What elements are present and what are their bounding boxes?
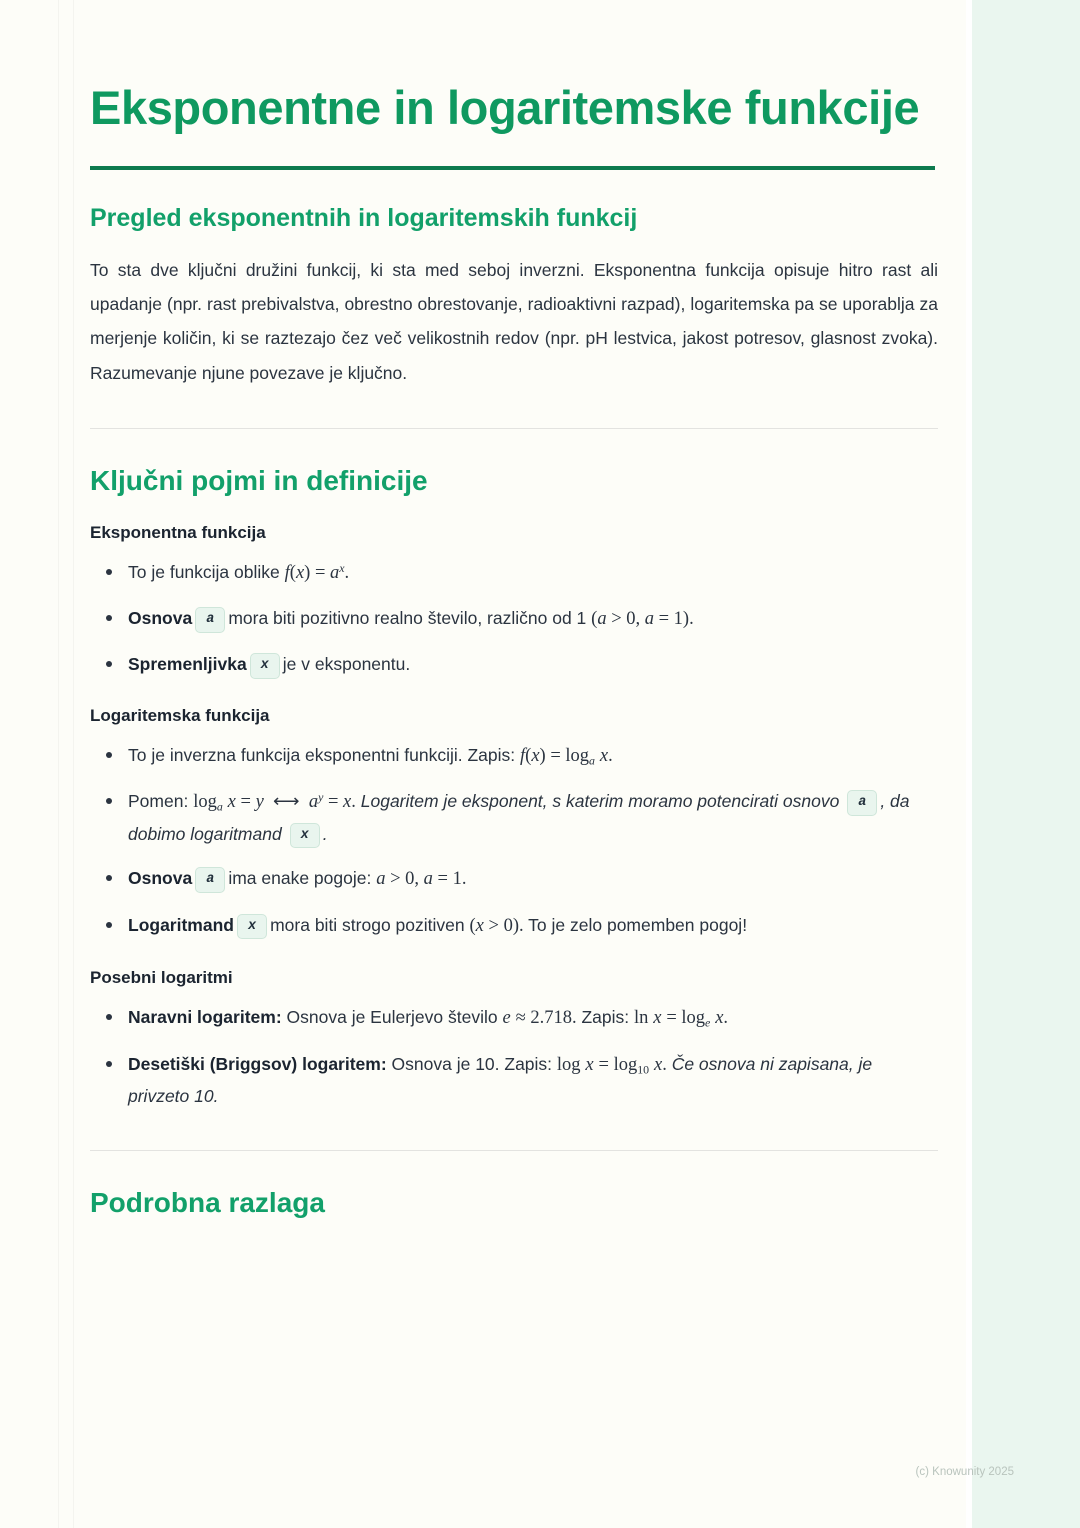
list-item: Osnova a mora biti pozitivno realno število, različno od 1 (a > 0, a = 1). xyxy=(124,603,938,635)
code-token-a: a xyxy=(847,790,877,816)
document-content xyxy=(90,78,938,1239)
code-token-a: a xyxy=(195,607,225,633)
subheading-logarithmic-function: Logaritemska funkcija xyxy=(90,706,270,726)
label-desetiski-logaritem: Desetiški (Briggsov) logaritem: xyxy=(128,1053,387,1074)
label-spremenljivka: Spremenljivka xyxy=(128,654,247,675)
list-exponential xyxy=(90,557,938,680)
list-item: Naravni logaritem: Osnova je Eulerjevo število e ≈ 2.718. Zapis: ln x = loge x. xyxy=(124,1002,938,1034)
code-token-x: x xyxy=(290,823,320,849)
label-osnova: Osnova xyxy=(128,868,193,889)
label-naravni-logaritem: Naravni logaritem: xyxy=(128,1007,282,1028)
title-divider xyxy=(90,166,935,170)
page-side-band-edge xyxy=(966,0,972,1528)
section-divider-2 xyxy=(90,1150,938,1151)
label-osnova: Osnova xyxy=(128,608,193,629)
list-item: To je funkcija oblike $f(x) = a^x$. xyxy=(124,557,938,589)
section-heading-detailed-explanation: Podrobna razlaga xyxy=(90,1186,325,1218)
overview-paragraph: To sta dve ključni družini funkcij, ki sta med seboj inverzni. Eksponentna funkcija opisuje hitro rast ali upadanje (npr. rast prebivalstva, obrestno obrestovanje, radioaktivni razpad), logaritemska pa se uporablja za merjenje količin, ki se raztezajo čez več velikostnih redov (npr. pH lestvica, jakost potresov, glasnost zvoka). Razumevanje njune povezave je ključno. xyxy=(90,260,938,383)
paper-seam-left-2 xyxy=(73,0,74,1528)
watermark: (c) Knowunity 2025 xyxy=(915,1466,1014,1478)
list-item: Osnova a ima enake pogoje: a > 0, a = 1. xyxy=(124,863,938,895)
section-heading-key-concepts: Ključni pojmi in definicije xyxy=(90,464,428,496)
label-logaritmand: Logaritmand xyxy=(128,914,234,935)
list-item: Pomen: loga x = y ⟷ $a^y = x$. Logaritem je eksponent, s katerim moramo potencirati osnovo a , da dobimo logaritmand x . xyxy=(124,786,938,849)
paper-seam-left xyxy=(58,0,59,1528)
list-item: Logaritmand x mora biti strogo pozitiven (x > 0). To je zelo pomemben pogoj! xyxy=(124,910,938,942)
code-token-x: x xyxy=(250,653,280,679)
list-logarithmic xyxy=(90,740,938,942)
subheading-exponential-function: Eksponentna funkcija xyxy=(90,522,266,542)
code-token-x: x xyxy=(237,914,267,940)
list-item: Spremenljivka x je v eksponentu. xyxy=(124,649,938,680)
subheading-special-logarithms: Posebni logaritmi xyxy=(90,968,233,988)
list-item: To je inverzna funkcija eksponentni funkciji. Zapis: f(x) = loga x. xyxy=(124,740,938,772)
section-divider-1 xyxy=(90,428,938,429)
page-title: Eksponentne in logaritemske funkcije xyxy=(90,81,920,134)
code-token-a: a xyxy=(195,867,225,893)
list-item: Desetiški (Briggsov) logaritem: Osnova je 10. Zapis: log x = log10 x. Če osnova ni zapisana, je privzeto 10. xyxy=(124,1049,938,1112)
section-heading-overview: Pregled eksponentnih in logaritemskih funkcij xyxy=(90,204,638,233)
page-side-band xyxy=(972,0,1080,1528)
list-special-logarithms xyxy=(90,1002,938,1111)
